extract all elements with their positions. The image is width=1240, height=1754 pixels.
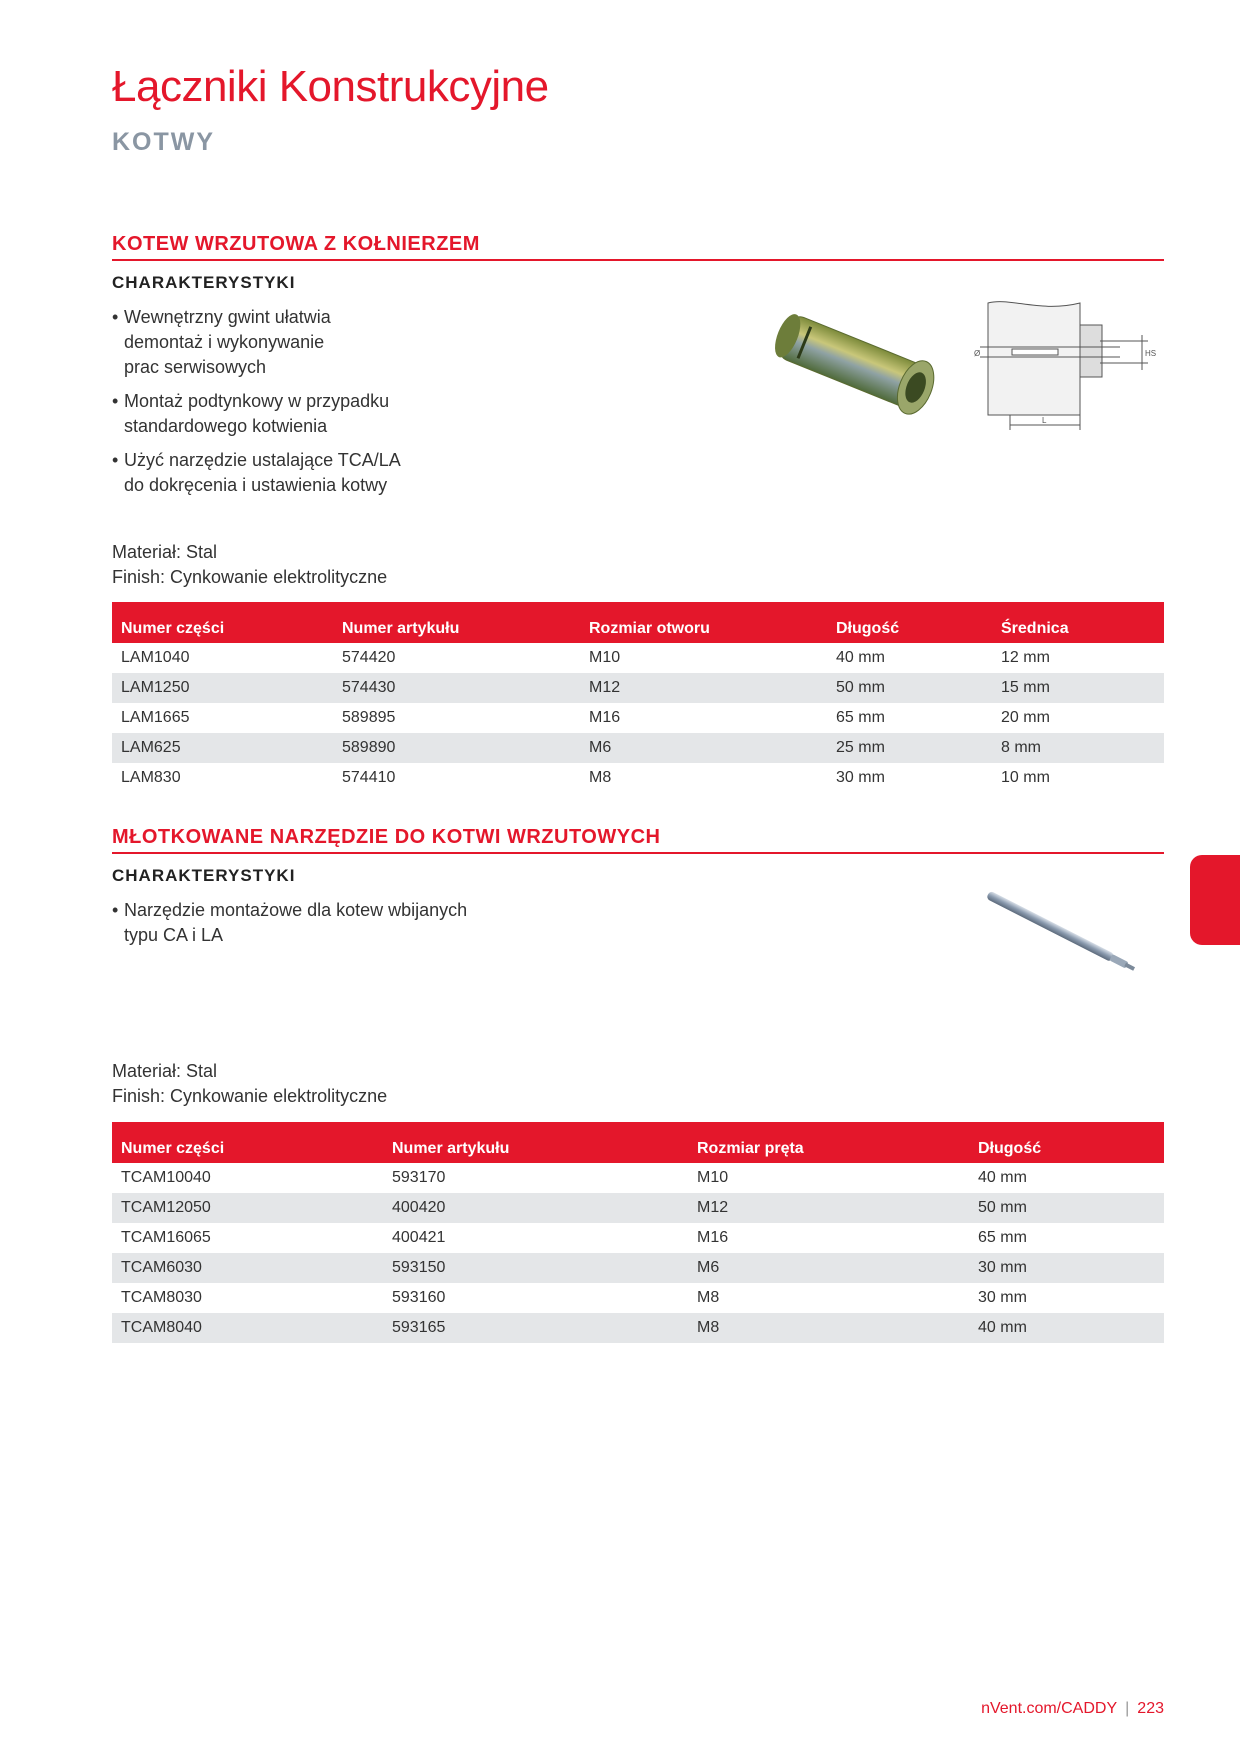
- hs-label: HS: [1145, 349, 1157, 358]
- table-row: LAM1665 589895 M16 65 mm 20 mm: [121, 709, 1050, 726]
- table-row: TCAM12050 400420 M12 50 mm: [112, 1193, 1164, 1223]
- material-info: Materiał: Stal Finish: Cynkowanie elektrolityczne: [112, 542, 388, 587]
- page-number: 223: [1137, 1700, 1164, 1717]
- anchor-spec-table: [112, 602, 1164, 793]
- column-header: Rozmiar pręta: [688, 1122, 969, 1163]
- footer-site-link[interactable]: nVent.com/CADDY: [981, 1700, 1118, 1717]
- table-row: TCAM6030 593150 M6 30 mm: [112, 1253, 1164, 1283]
- material-info: Materiał: Stal Finish: Cynkowanie elektrolityczne: [112, 1061, 388, 1106]
- column-header: Długość: [969, 1122, 1164, 1163]
- setting-tool-image: [980, 885, 1155, 990]
- page-title: Łączniki Konstrukcyjne: [112, 62, 549, 111]
- table-row: LAM625 589890 M6 25 mm 8 mm: [112, 733, 1164, 763]
- table-row: LAM830 574410 M8 30 mm 10 mm: [121, 769, 1050, 786]
- feature-item: • Wewnętrzny gwint ułatwia demontaż i wykonywanie prac serwisowych: [112, 305, 401, 380]
- page-footer: [981, 1700, 1164, 1718]
- column-header: Numer części: [112, 1122, 383, 1163]
- anchor-product-image: [760, 300, 960, 430]
- feature-list: [112, 898, 467, 957]
- section-divider: [112, 852, 1164, 854]
- characteristics-heading: CHARAKTERYSTYKI: [112, 866, 296, 885]
- section-title-anchor: KOTEW WRZUTOWA Z KOŁNIERZEM: [112, 233, 480, 255]
- characteristics-heading: CHARAKTERYSTYKI: [112, 273, 296, 292]
- section-tab-marker: [1190, 855, 1240, 945]
- feature-list: [112, 305, 401, 507]
- section-title-tool: MŁOTKOWANE NARZĘDZIE DO KOTWI WRZUTOWYCH: [112, 826, 661, 848]
- table-header-row: [112, 1122, 1164, 1163]
- column-header: Numer artykułu: [383, 1122, 688, 1163]
- feature-item: • Narzędzie montażowe dla kotew wbijanych typu CA i LA: [112, 898, 467, 948]
- page-subtitle: KOTWY: [112, 128, 216, 156]
- section-divider: [112, 259, 1164, 261]
- column-header: Średnica: [992, 602, 1164, 643]
- table-header-row: [112, 602, 1164, 643]
- table-row: TCAM8040 593165 M8 40 mm: [112, 1313, 1164, 1343]
- column-header: Numer części: [112, 602, 333, 643]
- footer-separator: |: [1125, 1700, 1130, 1717]
- anchor-technical-diagram: [970, 295, 1160, 435]
- table-row: TCAM16065 400421 M16 65 mm: [121, 1229, 1027, 1246]
- table-row: TCAM10040 593170 M10 40 mm: [121, 1169, 1027, 1186]
- feature-item: • Montaż podtynkowy w przypadku standardowego kotwienia: [112, 389, 401, 439]
- table-row: LAM1040 574420 M10 40 mm 12 mm: [121, 649, 1050, 666]
- tool-spec-table: [112, 1122, 1164, 1343]
- table-row: TCAM8030 593160 M8 30 mm: [121, 1289, 1027, 1306]
- feature-item: • Użyć narzędzie ustalające TCA/LA do dokręcenia i ustawienia kotwy: [112, 448, 401, 498]
- length-label: L: [1042, 416, 1047, 425]
- table-row: LAM1250 574430 M12 50 mm 15 mm: [112, 673, 1164, 703]
- column-header: Numer artykułu: [333, 602, 580, 643]
- column-header: Długość: [827, 602, 992, 643]
- diameter-label: Ø: [974, 349, 981, 358]
- column-header: Rozmiar otworu: [580, 602, 827, 643]
